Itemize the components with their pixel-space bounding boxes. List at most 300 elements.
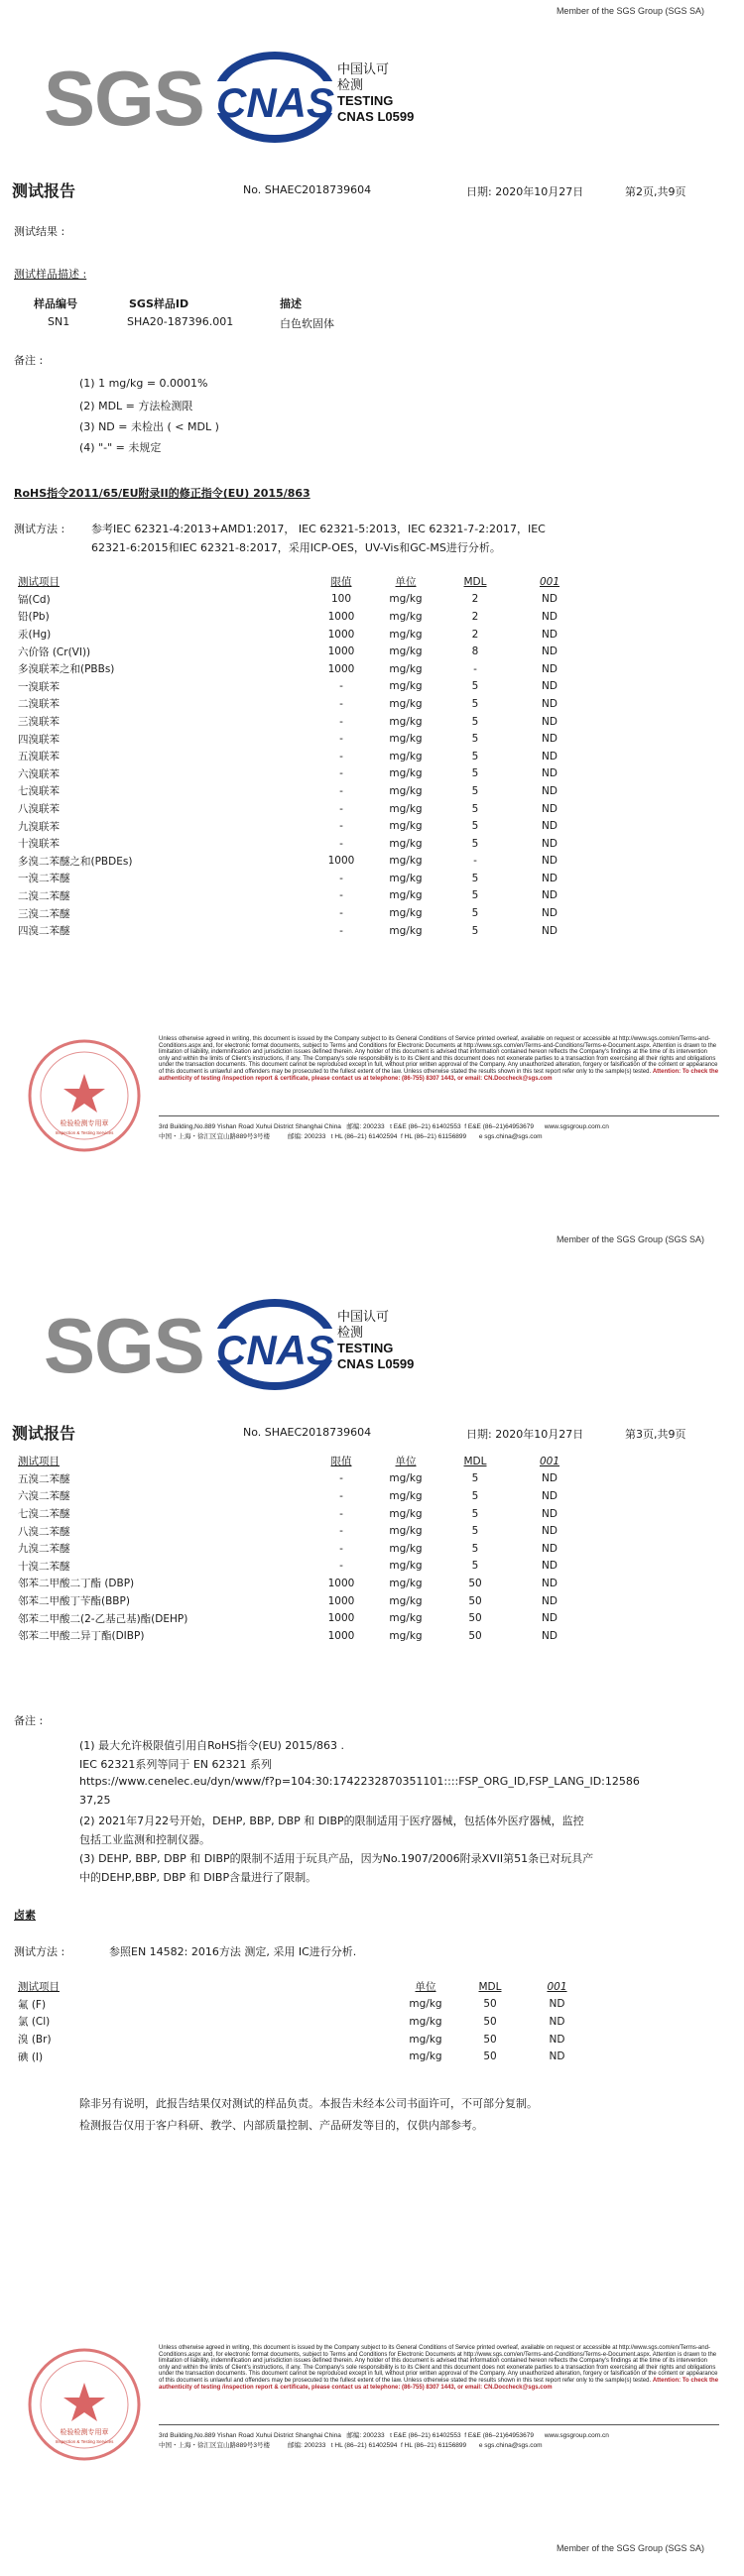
result-label: 测试结果 : <box>14 225 65 238</box>
table-cell: mg/kg <box>389 907 423 920</box>
table-cell: 5 <box>471 680 479 693</box>
table-cell: 四溴二苯醚 <box>18 925 70 938</box>
table-cell: 邻苯二甲酸二异丁酯(DIBP) <box>18 1630 145 1643</box>
cnas-test-cn-label: 检测 <box>337 77 364 92</box>
table-cell: 九溴联苯 <box>18 820 60 833</box>
table-cell: ND <box>542 1560 558 1573</box>
table-cell: - <box>339 802 343 815</box>
tel-en: t E&E (86–21) 61402553 <box>390 1123 461 1130</box>
page-footer <box>25 1036 719 1155</box>
table-cell: 八溴联苯 <box>18 803 60 816</box>
sgs-member-line: Member of the SGS Group (SGS SA) <box>556 6 704 16</box>
table-cell: 一溴二苯醚 <box>18 873 70 885</box>
col-header-unit: 单位 <box>395 576 417 589</box>
table-cell: mg/kg <box>389 802 423 815</box>
table-cell: 四溴联苯 <box>18 733 60 746</box>
fax-en: f E&E (86–21)64953679 <box>464 2432 535 2439</box>
table-row <box>14 608 589 626</box>
table-cell: mg/kg <box>389 820 423 833</box>
table-cell: 2 <box>471 593 479 606</box>
table-cell: mg/kg <box>389 593 423 606</box>
table-cell: ND <box>542 610 558 623</box>
table-cell: 5 <box>471 1472 479 1485</box>
table-cell: mg/kg <box>389 1594 423 1607</box>
table-cell: 1000 <box>327 855 355 868</box>
fax-cn: f HL (86–21) 61156899 <box>401 1133 467 1140</box>
halogen-method-label: 测试方法 : <box>14 1945 65 1958</box>
table-cell: 1000 <box>327 1612 355 1625</box>
table-cell: 5 <box>471 697 479 710</box>
tel-cn: t HL (86–21) 61402594 <box>330 1133 398 1140</box>
table-cell: 5 <box>471 820 479 833</box>
table-row <box>14 1487 589 1505</box>
method-line-1: 参考IEC 62321-4:2013+AMD1:2017， IEC 62321-5:2013，IEC 62321-7-2:2017，IEC <box>91 523 546 535</box>
page-indicator-2: 第3页,共9页 <box>625 1428 686 1441</box>
table-cell: 50 <box>483 2033 497 2046</box>
table-cell: 5 <box>471 784 479 797</box>
table-cell: 邻苯二甲酸二丁酯 (DBP) <box>18 1578 135 1590</box>
table-row <box>14 643 589 660</box>
col-header-mdl: MDL <box>463 1455 487 1467</box>
table-cell: 二溴联苯 <box>18 698 60 711</box>
table-row <box>14 1592 589 1610</box>
cnas-cn-label: 中国认可 <box>337 61 390 76</box>
note2-5: (2) 2021年7月22号开始，DEHP, BBP, DBP 和 DIBP的限制适用于医疗器械，包括体外医疗器械，监控 <box>79 1815 584 1827</box>
table-cell: ND <box>549 2050 565 2063</box>
table-cell: mg/kg <box>389 889 423 902</box>
legal-disclaimer <box>159 2345 719 2391</box>
table-row <box>14 2048 589 2065</box>
table-cell: 5 <box>471 1525 479 1538</box>
note-2: (2) MDL = 方法检测限 <box>79 400 193 412</box>
report-date-2: 日期: 2020年10月27日 <box>466 1428 584 1441</box>
table-cell: 50 <box>468 1594 482 1607</box>
table-cell: - <box>339 697 343 710</box>
table-cell: 1000 <box>327 645 355 658</box>
table-cell: - <box>339 1542 343 1555</box>
legal-disclaimer <box>159 1036 719 1082</box>
table-cell: 三溴二苯醚 <box>18 907 70 920</box>
table-cell: mg/kg <box>389 784 423 797</box>
notes-label: 备注 : <box>14 354 44 367</box>
table-cell: - <box>339 750 343 762</box>
table-cell: 1000 <box>327 1577 355 1589</box>
col-header-unit: 单位 <box>395 1456 417 1468</box>
table-cell: 1000 <box>327 1629 355 1642</box>
note2-4: 37,25 <box>79 1794 111 1807</box>
web-en: www.sgsgroup.com.cn <box>544 1123 609 1130</box>
table-cell: 氟 (F) <box>18 1998 47 2011</box>
col-header-sample: 001 <box>539 1455 560 1467</box>
table-cell: 50 <box>483 1998 497 2011</box>
table-cell: mg/kg <box>389 628 423 641</box>
note-4: (4) "-" = 未规定 <box>79 441 162 454</box>
table-cell: ND <box>549 2033 565 2046</box>
table-cell: ND <box>542 1525 558 1538</box>
authenticity-notice: Attention: To check the authenticity of testing /inspection report & certificate, please contact us at telephone: (86-755) 8307 1443, or email: CN.Doccheck@sgs.com <box>159 2377 719 2391</box>
table-cell: - <box>339 889 343 902</box>
table-cell: 5 <box>471 872 479 884</box>
table-cell: 8 <box>471 645 479 658</box>
address-en-text: 3rd Building,No.889 Yishan Road Xuhui District Shanghai China <box>159 2432 341 2439</box>
note-3: (3) ND = 未检出 ( < MDL ) <box>79 420 219 433</box>
stamp-sublabel: Inspection & Testing Services <box>55 1130 114 1135</box>
report-number-2: No. SHAEC2018739604 <box>243 1426 372 1439</box>
note-1: (1) 1 mg/kg = 0.0001% <box>79 377 208 390</box>
table-cell: ND <box>542 784 558 797</box>
zip-cn: 邮编: 200233 <box>288 1133 326 1140</box>
col-header-sample: 001 <box>547 1980 567 1993</box>
col-header-mdl: MDL <box>463 575 487 588</box>
table-cell: ND <box>542 1629 558 1642</box>
table-cell: ND <box>542 924 558 937</box>
table-cell: 汞(Hg) <box>18 629 52 642</box>
address-cn-text: 中国・上海・徐汇区宜山路889号3号楼 <box>159 2442 270 2449</box>
table-cell: mg/kg <box>389 662 423 675</box>
page-indicator: 第2页,共9页 <box>625 185 686 198</box>
table-cell: ND <box>542 750 558 762</box>
table-cell: mg/kg <box>389 1560 423 1573</box>
table-cell: mg/kg <box>409 2015 442 2028</box>
sgs-member-line-3: Member of the SGS Group (SGS SA) <box>556 2543 704 2553</box>
table-cell: ND <box>542 889 558 902</box>
table-cell: ND <box>542 1489 558 1502</box>
table-cell: mg/kg <box>389 1629 423 1642</box>
table-cell: mg/kg <box>389 697 423 710</box>
table-cell: ND <box>542 1612 558 1625</box>
table-cell: ND <box>542 1594 558 1607</box>
tel-en: t E&E (86–21) 61402553 <box>390 2432 461 2439</box>
table-cell: - <box>339 1489 343 1502</box>
table-cell: ND <box>542 802 558 815</box>
cnas-code: CNAS L0599 <box>337 109 415 124</box>
table-row <box>14 1996 589 2014</box>
table-cell: 溴 (Br) <box>18 2034 52 2047</box>
table-header-row <box>14 573 589 591</box>
table-cell: ND <box>542 1507 558 1520</box>
table-cell: 1000 <box>327 1594 355 1607</box>
cnas-logo-text: CNAS <box>215 79 334 126</box>
note2-7: (3) DEHP, BBP, DBP 和 DIBP的限制不适用于玩具产品，因为No.1907/2006附录XVII第51条已对玩具产 <box>79 1852 594 1865</box>
table-cell: 5 <box>471 1489 479 1502</box>
table-row <box>14 660 589 678</box>
table-cell: 50 <box>468 1577 482 1589</box>
fax-en: f E&E (86–21)64953679 <box>464 1123 535 1130</box>
table-cell: ND <box>542 1472 558 1485</box>
sample-header-desc: 描述 <box>280 297 302 310</box>
table-cell: mg/kg <box>389 767 423 780</box>
sample-desc: 白色软固体 <box>280 317 334 330</box>
table-row <box>14 835 589 853</box>
table-cell: 50 <box>483 2050 497 2063</box>
report-title: 测试报告 <box>12 181 76 200</box>
table-cell: 六溴联苯 <box>18 767 60 780</box>
page-footer-2 <box>25 2345 719 2464</box>
table-cell: mg/kg <box>389 1577 423 1589</box>
table-row <box>14 782 589 800</box>
table-cell: 50 <box>468 1612 482 1625</box>
cnas-logo <box>213 52 332 143</box>
table-header-row <box>14 1978 589 1996</box>
col-header-unit: 单位 <box>415 1981 436 1994</box>
table-cell: - <box>339 837 343 850</box>
table-cell: mg/kg <box>389 733 423 746</box>
table-cell: 5 <box>471 802 479 815</box>
table-row <box>14 1470 589 1488</box>
table-cell: mg/kg <box>389 645 423 658</box>
address-en <box>159 2430 609 2439</box>
sample-header-no: 样品编号 <box>34 297 77 310</box>
table-cell: 十溴联苯 <box>18 838 60 851</box>
address-en-text: 3rd Building,No.889 Yishan Road Xuhui District Shanghai China <box>159 1123 341 1130</box>
table-row <box>14 765 589 783</box>
table-cell: - <box>473 662 477 675</box>
table-cell: - <box>339 924 343 937</box>
table-cell: ND <box>542 907 558 920</box>
stamp-label: 检验检测专用章 <box>60 2428 109 2436</box>
table-row <box>14 922 589 940</box>
address-cn <box>159 2440 543 2449</box>
table-cell: 六溴二苯醚 <box>18 1490 70 1503</box>
table-cell: mg/kg <box>389 680 423 693</box>
address-cn-text: 中国・上海・徐汇区宜山路889号3号楼 <box>159 1133 270 1140</box>
table-cell: 十溴二苯醚 <box>18 1560 70 1573</box>
table-cell: 铅(Pb) <box>18 611 50 624</box>
address-cn <box>159 1131 543 1140</box>
table-row <box>14 730 589 748</box>
col-header-limit: 限值 <box>330 1456 352 1468</box>
table-cell: - <box>339 907 343 920</box>
sgs-stamp-icon <box>25 1036 144 1155</box>
cnas-test-cn-label: 检测 <box>337 1325 364 1340</box>
legal-text: Unless otherwise agreed in writing, this document is issued by the Company subject to its General Conditions of Service printed overleaf, available on request or accessible at http://www.sgs.com/en/Terms-and-Conditions.aspx and, for electronic format documents, subject to Terms and Conditions for Electronic Documents at http://www.sgs.com/en/Terms-and-Conditions/Terms-e-Document.aspx. Attention is drawn to the limitation of liability, indemnification and jurisdiction issues defined therein. Any holder of this document is advised that information contained hereon reflects the Company's findings at the time of its intervention only and within the limits of Client's instructions, if any. The Company's sole responsibility is to its Client and this document does not exonerate parties to a transaction from exercising all their rights and obligations under the transaction documents. This document cannot be reproduced except in full, without prior written approval of the Company. Any unauthorized alteration, forgery or falsification of the content or appearance of this document is unlawful and offenders may be prosecuted to the fullest extent of the law. Unless otherwise stated the results shown in this test report refer only to the sample(s) tested. <box>159 1036 718 1075</box>
table-cell: 六价铬 (Cr(VI)) <box>18 645 91 658</box>
table-cell: 2 <box>471 610 479 623</box>
table-cell: mg/kg <box>389 837 423 850</box>
cnas-logo <box>213 1299 332 1390</box>
zip-en: 邮编: 200233 <box>346 2432 385 2439</box>
report-header-2 <box>40 1279 704 1398</box>
note2-6: 包括工业监测和控制仪器。 <box>79 1833 210 1846</box>
sample-id: SHA20-187396.001 <box>127 315 234 328</box>
table-cell: 邻苯二甲酸二(2-乙基己基)酯(DEHP) <box>18 1612 188 1625</box>
table-cell: mg/kg <box>389 872 423 884</box>
table-cell: ND <box>542 767 558 780</box>
table-row <box>14 2013 589 2031</box>
table-row <box>14 1505 589 1523</box>
fax-cn: f HL (86–21) 61156899 <box>401 2442 467 2449</box>
table-cell: ND <box>542 715 558 728</box>
report-number: No. SHAEC2018739604 <box>243 183 372 196</box>
sgs-logo: SGS <box>44 55 204 142</box>
table-row <box>14 713 589 731</box>
table-cell: 三溴联苯 <box>18 716 60 729</box>
table-cell: mg/kg <box>389 715 423 728</box>
table-cell: - <box>339 1472 343 1485</box>
col-header-item: 测试项目 <box>18 576 60 589</box>
table-cell: 五溴联苯 <box>18 751 60 763</box>
table-cell: 碘 (I) <box>18 2050 44 2063</box>
table-cell: 5 <box>471 733 479 746</box>
rohs-results-table-2 <box>14 1453 589 1645</box>
web-en: www.sgsgroup.com.cn <box>544 2432 609 2439</box>
table-cell: 100 <box>330 593 352 606</box>
table-cell: 氯 (Cl) <box>18 2016 51 2029</box>
stamp-sublabel: Inspection & Testing Services <box>55 2439 114 2444</box>
table-cell: 邻苯二甲酸丁苄酯(BBP) <box>18 1595 130 1608</box>
note2-2: IEC 62321系列等同于 EN 62321 系列 <box>79 1758 273 1771</box>
table-cell: 1000 <box>327 610 355 623</box>
table-cell: ND <box>542 1542 558 1555</box>
table-cell: mg/kg <box>389 1472 423 1485</box>
cnas-testing-label: TESTING <box>337 93 394 108</box>
table-cell: 5 <box>471 1542 479 1555</box>
closing-statement-1: 除非另有说明，此报告结果仅对测试的样品负责。本报告未经本公司书面许可，不可部分复制。 <box>79 2097 538 2110</box>
table-cell: 多溴二苯醚之和(PBDEs) <box>18 855 133 868</box>
table-cell: 九溴二苯醚 <box>18 1543 70 1556</box>
table-cell: 五溴二苯醚 <box>18 1472 70 1485</box>
table-cell: ND <box>542 645 558 658</box>
table-cell: ND <box>542 855 558 868</box>
table-cell: mg/kg <box>409 2050 442 2063</box>
table-cell: 2 <box>471 628 479 641</box>
table-cell: 八溴二苯醚 <box>18 1525 70 1538</box>
table-row <box>14 817 589 835</box>
table-cell: 多溴联苯之和(PBBs) <box>18 663 115 676</box>
col-header-item: 测试项目 <box>18 1981 60 1994</box>
table-cell: 5 <box>471 924 479 937</box>
report-date: 日期: 2020年10月27日 <box>466 185 584 198</box>
halogen-results-table <box>14 1978 589 2065</box>
table-cell: ND <box>542 733 558 746</box>
table-row <box>14 1522 589 1540</box>
table-cell: - <box>339 784 343 797</box>
report-title-2: 测试报告 <box>12 1424 76 1443</box>
table-row <box>14 887 589 905</box>
table-cell: ND <box>542 837 558 850</box>
sgs-member-line-2: Member of the SGS Group (SGS SA) <box>556 1234 704 1244</box>
table-cell: mg/kg <box>389 855 423 868</box>
table-cell: 七溴联苯 <box>18 785 60 798</box>
table-header-row <box>14 1453 589 1470</box>
col-header-sample: 001 <box>539 575 560 588</box>
table-cell: 5 <box>471 750 479 762</box>
table-cell: mg/kg <box>389 750 423 762</box>
address-en <box>159 1121 609 1130</box>
table-cell: 50 <box>468 1629 482 1642</box>
table-cell: - <box>339 715 343 728</box>
halogen-section-title: 卤素 <box>14 1909 36 1922</box>
note2-1: (1) 最大允许极限值引用自RoHS指令(EU) 2015/863 . <box>79 1739 344 1752</box>
note2-8: 中的DEHP,BBP, DBP 和 DIBP含量进行了限制。 <box>79 1871 317 1884</box>
table-cell: 七溴二苯醚 <box>18 1508 70 1521</box>
sgs-stamp-icon <box>25 2345 144 2464</box>
closing-statement-2: 检测报告仅用于客户科研、教学、内部质量控制、产品研发等目的，仅供内部参考。 <box>79 2119 483 2132</box>
table-cell: ND <box>542 872 558 884</box>
note2-3: https://www.cenelec.eu/dyn/www/f?p=104:30:1742232870351101::::FSP_ORG_ID,FSP_LANG_ID:12586 <box>79 1775 640 1788</box>
col-header-mdl: MDL <box>478 1980 502 1993</box>
table-cell: - <box>339 820 343 833</box>
table-cell: - <box>339 680 343 693</box>
table-cell: 1000 <box>327 628 355 641</box>
cnas-cn-label: 中国认可 <box>337 1309 390 1324</box>
table-cell: 5 <box>471 907 479 920</box>
stamp-label: 检验检测专用章 <box>60 1119 109 1127</box>
table-row <box>14 904 589 922</box>
table-row <box>14 1627 589 1645</box>
table-row <box>14 2031 589 2049</box>
table-cell: mg/kg <box>389 1507 423 1520</box>
web-cn: e sgs.china@sgs.com <box>478 2442 543 2449</box>
cnas-code: CNAS L0599 <box>337 1356 415 1371</box>
col-header-item: 测试项目 <box>18 1456 60 1468</box>
table-row <box>14 1575 589 1592</box>
col-header-limit: 限值 <box>330 576 352 589</box>
method-line-2: 62321-6:2015和IEC 62321-8:2017，采用ICP-OES，UV-Vis和GC-MS进行分析。 <box>91 541 501 554</box>
table-cell: mg/kg <box>409 1998 442 2011</box>
table-cell: 二溴二苯醚 <box>18 889 70 902</box>
table-cell: 5 <box>471 767 479 780</box>
table-cell: 5 <box>471 889 479 902</box>
table-row <box>14 800 589 818</box>
zip-en: 邮编: 200233 <box>346 1123 385 1130</box>
table-row <box>14 626 589 644</box>
table-cell: ND <box>549 2015 565 2028</box>
table-cell: - <box>339 1525 343 1538</box>
table-cell: 5 <box>471 1507 479 1520</box>
table-cell: mg/kg <box>409 2033 442 2046</box>
sgs-logo: SGS <box>44 1302 204 1389</box>
table-cell: 镉(Cd) <box>18 593 51 606</box>
halogen-method: 参照EN 14582: 2016方法 测定, 采用 IC进行分析. <box>109 1945 357 1958</box>
table-row <box>14 853 589 871</box>
table-cell: 5 <box>471 837 479 850</box>
table-row <box>14 1540 589 1558</box>
rohs-results-table <box>14 573 589 939</box>
tel-cn: t HL (86–21) 61402594 <box>330 2442 398 2449</box>
table-cell: mg/kg <box>389 1542 423 1555</box>
zip-cn: 邮编: 200233 <box>288 2442 326 2449</box>
table-cell: ND <box>542 820 558 833</box>
table-cell: mg/kg <box>389 1525 423 1538</box>
cnas-testing-label: TESTING <box>337 1341 394 1355</box>
table-cell: 5 <box>471 1560 479 1573</box>
cnas-accreditation <box>337 61 414 125</box>
cnas-logo-text: CNAS <box>215 1327 334 1373</box>
authenticity-notice: Attention: To check the authenticity of testing /inspection report & certificate, please contact us at telephone: (86-755) 8307 1443, or email: CN.Doccheck@sgs.com <box>159 1068 719 1082</box>
table-cell: - <box>339 1507 343 1520</box>
sample-header-id: SGS样品ID <box>129 297 189 310</box>
table-cell: - <box>473 855 477 868</box>
table-cell: ND <box>542 697 558 710</box>
table-row <box>14 1558 589 1576</box>
table-cell: 50 <box>483 2015 497 2028</box>
table-row <box>14 695 589 713</box>
table-cell: ND <box>542 593 558 606</box>
cnas-accreditation <box>337 1309 414 1372</box>
table-cell: ND <box>542 662 558 675</box>
sample-no: SN1 <box>48 315 70 328</box>
table-cell: - <box>339 1560 343 1573</box>
table-row <box>14 591 589 609</box>
table-cell: - <box>339 767 343 780</box>
sample-desc-label: 测试样品描述 : <box>14 268 87 281</box>
table-row <box>14 1609 589 1627</box>
table-cell: mg/kg <box>389 610 423 623</box>
table-cell: 一溴联苯 <box>18 680 60 693</box>
table-row <box>14 870 589 887</box>
table-cell: - <box>339 733 343 746</box>
